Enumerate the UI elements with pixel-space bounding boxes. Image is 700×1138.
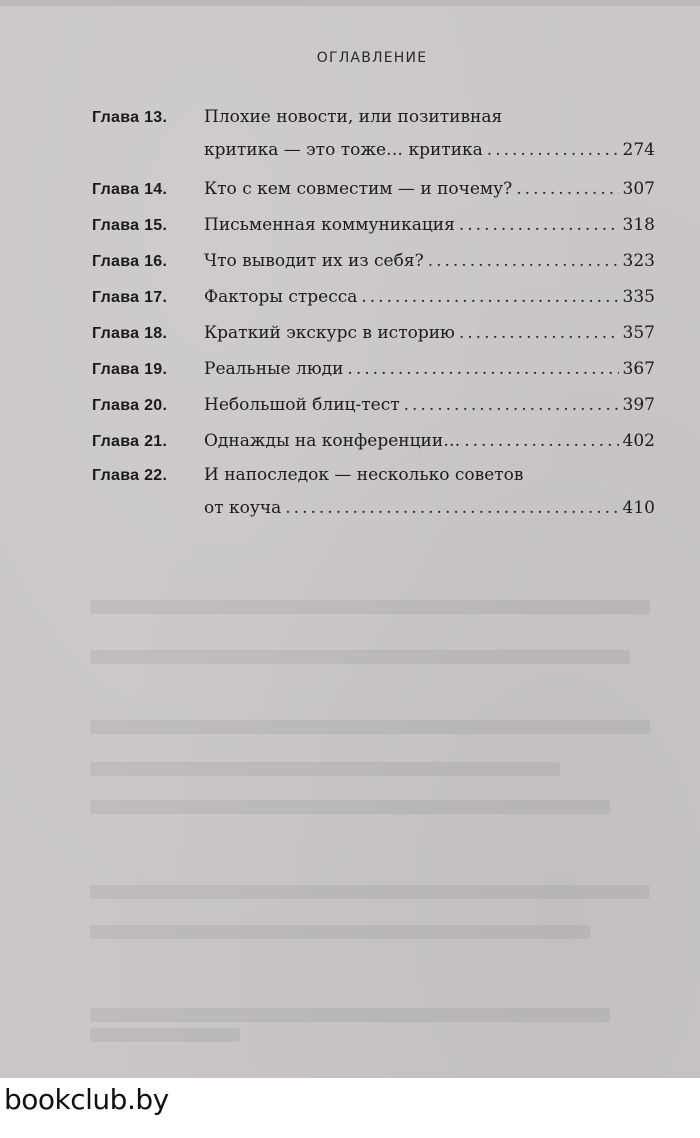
show-through-line <box>90 800 610 814</box>
show-through-line <box>90 762 560 776</box>
toc-entry <box>92 351 655 387</box>
chapter-title: критика — это тоже… критика <box>204 140 483 160</box>
chapter-title: Плохие новости, или позитивная <box>204 107 503 127</box>
dot-leader <box>428 243 619 279</box>
watermark-banner <box>0 1078 700 1138</box>
toc-entry <box>92 387 655 423</box>
chapter-title: Реальные люди <box>204 359 344 379</box>
chapter-number: Глава 22. <box>92 467 168 484</box>
page-number: 402 <box>622 431 655 451</box>
show-through-line <box>90 720 650 734</box>
toc-entry <box>92 207 655 243</box>
show-through-line <box>90 925 590 939</box>
page-number: 397 <box>622 395 655 415</box>
dot-leader <box>347 351 618 387</box>
chapter-number: Глава 15. <box>92 217 168 234</box>
show-through-line <box>90 650 630 664</box>
table-of-contents <box>92 101 655 529</box>
chapter-title: Письменная коммуникация <box>204 215 455 235</box>
chapter-number: Глава 13. <box>92 109 168 126</box>
dot-leader <box>459 315 619 351</box>
toc-line <box>92 387 655 423</box>
chapter-number: Глава 20. <box>92 397 168 414</box>
show-through-line <box>90 600 650 614</box>
chapter-title: Что выводит их из себя? <box>204 251 424 271</box>
dot-leader <box>516 171 618 207</box>
page-number: 335 <box>622 287 655 307</box>
chapter-title: Краткий экскурс в историю <box>204 323 455 343</box>
page-number: 318 <box>622 215 655 235</box>
dot-leader <box>459 207 619 243</box>
toc-line <box>92 243 655 279</box>
toc-entry <box>92 243 655 279</box>
toc-line <box>92 134 655 171</box>
watermark-text: bookclub.by <box>4 1083 169 1116</box>
dot-leader <box>464 423 618 459</box>
toc-line <box>92 315 655 351</box>
page-number: 357 <box>622 323 655 343</box>
chapter-number: Глава 21. <box>92 433 168 450</box>
chapter-title: Однажды на конференции… <box>204 431 461 451</box>
toc-line <box>92 459 655 492</box>
chapter-number: Глава 17. <box>92 289 168 306</box>
toc-entry <box>92 101 655 171</box>
chapter-number: Глава 14. <box>92 181 168 198</box>
page-top-edge <box>0 0 700 6</box>
toc-line <box>92 492 655 529</box>
chapter-title: Небольшой блиц-тест <box>204 395 400 415</box>
chapter-title: И напоследок — несколько советов <box>204 465 524 485</box>
page-number: 410 <box>622 498 655 518</box>
show-through-line <box>90 1028 240 1042</box>
show-through-line <box>90 885 650 899</box>
toc-entry <box>92 315 655 351</box>
toc-line <box>92 279 655 315</box>
page-number: 274 <box>622 140 655 160</box>
page-number: 323 <box>622 251 655 271</box>
chapter-number: Глава 19. <box>92 361 168 378</box>
chapter-title: Факторы стресса <box>204 287 358 307</box>
chapter-title: Кто с кем совместим — и почему? <box>204 179 513 199</box>
page-header: ОГЛАВЛЕНИЕ <box>316 50 428 66</box>
dot-leader <box>404 387 619 423</box>
chapter-title: от коуча <box>204 498 282 518</box>
page-number: 307 <box>622 179 655 199</box>
chapter-number: Глава 18. <box>92 325 168 342</box>
toc-line <box>92 171 655 207</box>
toc-line <box>92 207 655 243</box>
dot-leader <box>361 279 618 315</box>
page-number: 367 <box>622 359 655 379</box>
toc-line <box>92 101 655 134</box>
toc-line <box>92 351 655 387</box>
toc-line <box>92 423 655 459</box>
toc-entry <box>92 279 655 315</box>
dot-leader <box>487 134 619 167</box>
toc-entry <box>92 423 655 459</box>
dot-leader <box>285 492 618 525</box>
toc-entry <box>92 171 655 207</box>
toc-entry <box>92 459 655 529</box>
show-through-line <box>90 1008 610 1022</box>
chapter-number: Глава 16. <box>92 253 168 270</box>
